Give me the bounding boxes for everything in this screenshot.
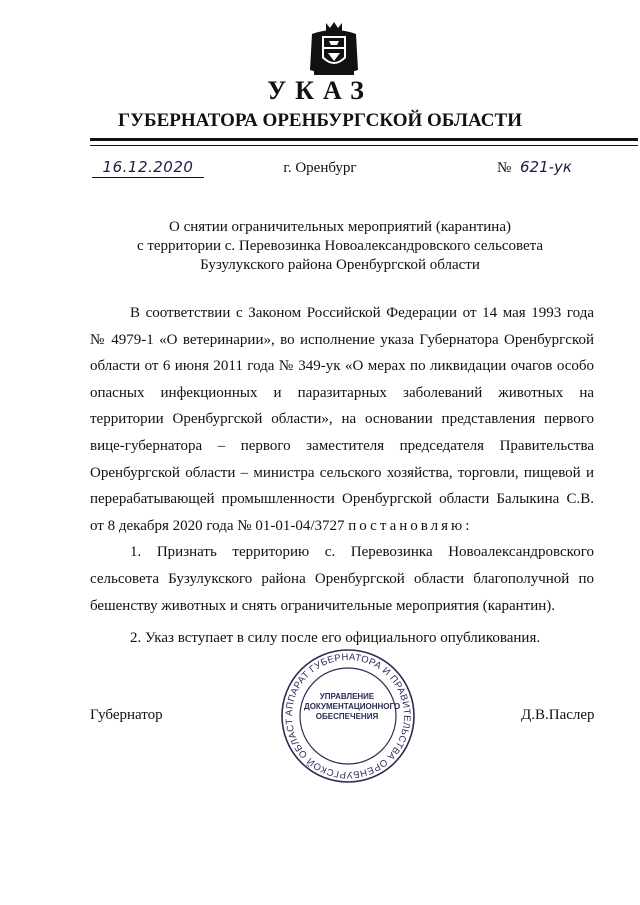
preamble-line: области от 6 июня 2011 года № 349-ук «О мерах по ликвидации очагов особо [90,358,594,375]
stamp-line: ДОКУМЕНТАЦИОННОГО [304,702,401,711]
coat-of-arms-icon [302,20,366,80]
stamp-center-text [304,692,401,722]
preamble-line-last [90,513,594,540]
preamble-line: № 4979-1 «О ветеринарии», во исполнение указа Губернатора Оренбургской [90,331,594,348]
official-stamp [278,646,418,786]
header-divider-thick [90,138,638,141]
item-line: 1. Признать территорию с. Перевозинка Новоалександровского [130,544,594,561]
heading-line: О снятии ограничительных мероприятий (карантина) [169,219,511,235]
header-divider-thin [90,145,638,146]
item-line: 2. Указ вступает в силу после его официального опубликования. [130,630,541,647]
decree-word: постановляю: [348,517,473,534]
signatory-name: Д.В.Паслер [521,707,595,723]
preamble-line: Оренбургской области – министра сельского хозяйства, торговли, пищевой и [90,464,594,481]
heading-line: Бузулукского района Оренбургской области [200,257,480,273]
preamble-line: В соответствии с Законом Российской Федерации от 14 мая 1993 года [130,305,594,321]
document-title: УКАЗ [267,76,373,105]
item-line: сельсовета Бузулукского района Оренбургской области благополучной по [90,570,594,587]
issuer-title: ГУБЕРНАТОРА ОРЕНБУРГСКОЙ ОБЛАСТИ [118,110,522,131]
item-line: бешенству животных и снять ограничительные мероприятия (карантин). [90,597,556,614]
preamble-line: вице-губернатора – первого заместителя председателя Правительства [90,437,594,454]
document-date: 16.12.2020 [92,158,204,178]
document-heading [120,218,560,275]
preamble-line: опасных инфекционных и паразитарных заболеваний животных на [90,384,594,401]
document-city: г. Оренбург [283,160,357,176]
stamp-line: ОБЕСПЕЧЕНИЯ [315,712,379,721]
preamble-line: перерабатывающей промышленности Оренбургской области Балыкина С.В. [90,491,594,508]
heading-line: с территории с. Перевозинка Новоалександровского сельсовета [136,238,544,254]
stamp-line: УПРАВЛЕНИЕ [319,692,375,701]
stamp-ring-text: АППАРАТ ГУБЕРНАТОРА И ПРАВИТЕЛЬСТВА ОРЕНБУРГСКОЙ ОБЛАСТ [283,651,413,781]
preamble-reference: от 8 декабря 2020 года № 01-01-04/3727 [90,517,345,534]
signatory-position: Губернатор [90,707,163,723]
document-number: 621-ук [520,158,572,176]
preamble-line: территории Оренбургской области», на основании представления первого [90,411,594,428]
number-sign: № [497,160,512,176]
document-body [90,300,594,652]
